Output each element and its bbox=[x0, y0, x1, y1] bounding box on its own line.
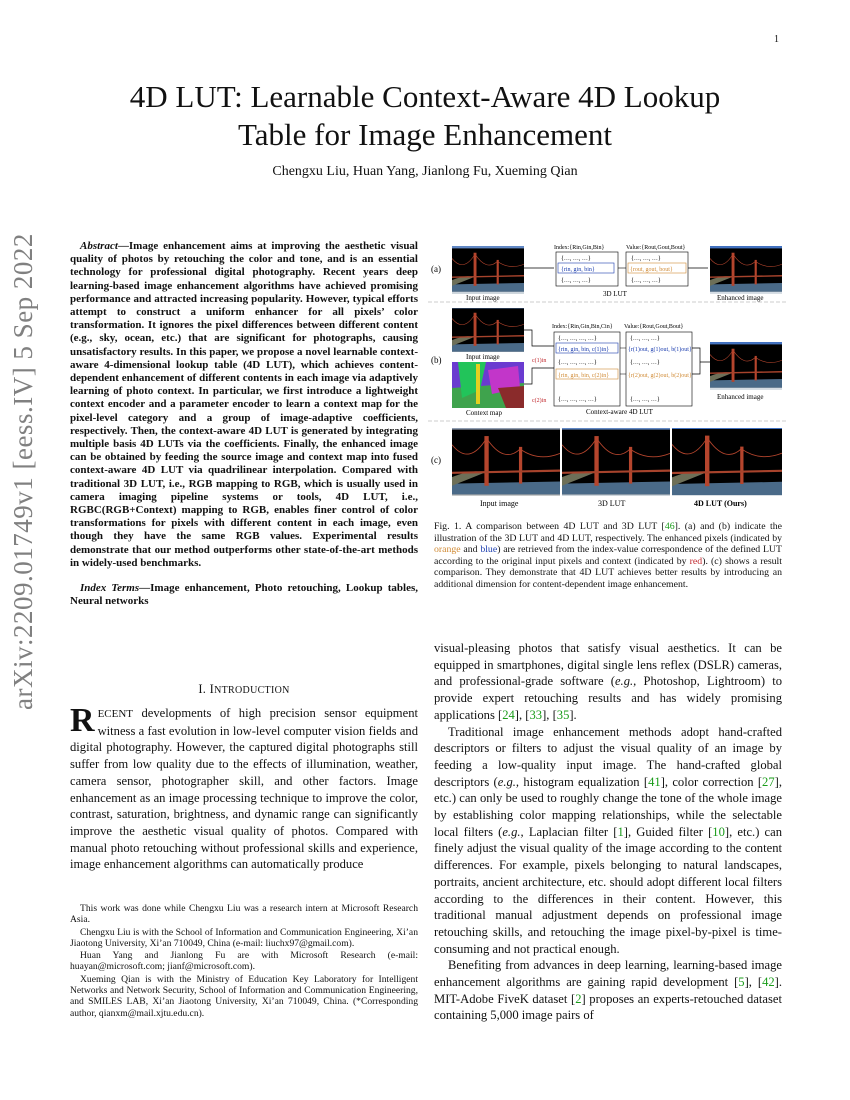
lut4d-value-table bbox=[626, 332, 692, 406]
result-4dlut-photo bbox=[672, 429, 782, 495]
authors: Chengxu Liu, Huan Yang, Jianlong Fu, Xueming Qian bbox=[272, 164, 578, 179]
result-input-caption: Input image bbox=[480, 499, 519, 508]
lut4d-row: {…, …, …, …} bbox=[558, 336, 597, 342]
section-number: I. bbox=[198, 682, 207, 696]
footnote: Chengxu Liu is with the School of Information and Communication Engineering, Xi’an Jiaotong University, Xi’an 710049, China (e-mail: liuchx97@gmail.com). bbox=[70, 926, 418, 949]
arrow-b-mid bbox=[620, 348, 626, 374]
result-4dlut-caption: 4D LUT (Ours) bbox=[694, 499, 747, 508]
lut-row-highlight: {rin, gin, bin} bbox=[561, 267, 595, 273]
drop-cap: R bbox=[70, 702, 95, 739]
lut-row: {…, …, …} bbox=[561, 256, 591, 262]
index-header-a: Index:{Rin,Gin,Bin} bbox=[554, 245, 605, 251]
caption-text: A comparison between 4D LUT and 3D LUT [ bbox=[465, 521, 665, 532]
lut4d-value-row: {…, …, …} bbox=[630, 360, 660, 366]
lut4d-row-1: {rin, gin, bin, c(1)in} bbox=[558, 347, 610, 353]
figure-label-b: (b) bbox=[431, 355, 442, 365]
footnote: Xueming Qian is with the Ministry of Education Key Laboratory for Intelligent Networks and Network Security, School of Information and Communication Engineering, and SMILES LAB, Xi’an Jiaotong University, Xi’an 710049, China. (*Corresponding author, qianxm@mail.xjtu.edu.cn). bbox=[70, 973, 418, 1019]
caption-blue: blue bbox=[480, 544, 498, 555]
index-terms-label: Index Terms bbox=[80, 582, 140, 595]
title-line-2: Table for Image Enhancement bbox=[238, 117, 612, 152]
abstract-text: —Image enhancement aims at improving the aesthetic visual quality of photos by retouching the color and tone, and is an essential technology for professional digital photography. Recent years deep learning-based image enhancement algorithms have achieved promising performance and attracted increasing popularity. However, typical efforts attempt to construct a uniform enhancer for all pixels’ color transformation. It ignores the pixel differences between different content (e.g., sky, ocean, etc.) that are significant for photographs, causing unsatisfactory results. In this paper, we propose a novel learnable context-aware 4-dimensional lookup table (4D LUT), which achieves content-dependent enhancement of different contents in each image via adaptively learning of photo context. In particular, we first introduce a lightweight context encoder and a parameter encoder to learn a context map for the pixel-level category and a group of image-adaptive coefficients, respectively. Then, the context-aware 4D LUT is generated by integrating multiple basis 4D LUTs via the coefficients. Finally, the enhanced image can be obtained by feeding the source image and context map into fused context-aware 4D LUT via quadrilinear interpolation. Compared with traditional 3D LUT, i.e., RGB mapping to RGB, which is usually used in camera imaging pipeline systems or tools, 4D LUT, i.e., RGBC(RGB+Context) mapping to RGB, enables finer control of color transformations for pixels with different content in each image, even though they have the same RGB values. Experimental results demonstrate that our method outperforms other state-of-the-art methods in widely-used benchmarks. bbox=[70, 240, 418, 569]
context-label-2: c(2)in bbox=[532, 398, 547, 404]
input-image-caption-b: Input image bbox=[466, 353, 500, 361]
right-column-body bbox=[434, 640, 782, 1024]
context-label-1: c(1)in bbox=[532, 358, 547, 364]
lut3d-caption: 3D LUT bbox=[603, 290, 627, 298]
figure-label-c: (c) bbox=[431, 455, 441, 465]
caption-text: ) are retrieved from the index-value correspondence of the defined LUT according to the original input pixels and context (indicated by bbox=[434, 544, 782, 567]
section-title-rest: NTRODUCTION bbox=[214, 685, 290, 696]
intro-text: developments of high precision sensor equipment witness a fast evolution in low-level computer vision fields and digital photography. However, the captured digital photographs still suffer from low quality due to the effects of illumination, weather, camera sensor, photographer skill, and other factors. Image enhancement as an image processing technique to improve the color, contrast, saturation, brightness, and dynamic range can significantly improve the aesthetic visual quality of photos. Compared with manual photo retouching without professional skills and experience, image enhancement algorithms can automatically produce bbox=[70, 706, 418, 872]
context-map-caption: Context map bbox=[466, 409, 502, 417]
abstract-label: Abstract bbox=[80, 240, 118, 252]
footnote: Huan Yang and Jianlong Fu are with Microsoft Research (e-mail: huayan@microsoft.com; jianf@microsoft.com). bbox=[70, 950, 418, 973]
lut-value-row: {…, …, …} bbox=[631, 256, 661, 262]
enhanced-image-b-photo bbox=[710, 344, 782, 387]
paragraph: Benefiting from advances in deep learning, learning-based image enhancement algorithms are gaining rapid development [5], [42]. MIT-Adobe FiveK dataset [2] proposes an experts-retouched dataset containing 5,000 image pairs of bbox=[434, 958, 782, 1023]
lut4d-row-2: {rin, gin, bin, c(2)in} bbox=[558, 373, 610, 379]
lut-row: {…, …, …} bbox=[561, 278, 591, 284]
result-3dlut-photo bbox=[562, 430, 670, 495]
paragraph: visual-pleasing photos that satisfy visual aesthetics. It can be equipped in smartphones, digital single lens reflex (DSLR) cameras, and professional-grade software (e.g., Photoshop, Lightroom) to provide expert retouching results and has widely promising applications [24], [33], [35]. bbox=[434, 641, 782, 722]
lut4d-row: {…, …, …, …} bbox=[558, 360, 597, 366]
lut4d-value-row: {…, …, …} bbox=[630, 397, 660, 403]
context-map-image bbox=[452, 362, 524, 408]
enhanced-image-a-photo bbox=[710, 248, 782, 291]
result-3dlut-caption: 3D LUT bbox=[598, 499, 626, 508]
arxiv-identifier[interactable]: arXiv:2209.01749v1 [eess.IV] 5 Sep 2022 bbox=[8, 233, 38, 710]
lut4d-row: {…, …, …, …} bbox=[558, 397, 597, 403]
arrow-b-in bbox=[524, 330, 554, 346]
title-line-1: 4D LUT: Learnable Context-Aware 4D Lookup bbox=[129, 79, 721, 114]
caption-orange: orange bbox=[434, 544, 461, 555]
input-image-a-photo bbox=[452, 248, 524, 291]
figure-label-a: (a) bbox=[431, 264, 441, 274]
value-header-a: Value:{Rout,Gout,Bout} bbox=[626, 245, 686, 251]
input-image-b-photo bbox=[452, 308, 524, 351]
index-terms-text: —Image enhancement, Photo retouching, Lookup tables, Neural networks bbox=[70, 582, 418, 608]
context-lut-caption: Context-aware 4D LUT bbox=[586, 408, 653, 416]
index-terms bbox=[70, 582, 418, 608]
caption-prefix: Fig. 1. bbox=[434, 521, 462, 532]
citation-link[interactable]: 41 bbox=[648, 774, 661, 789]
lut-value-row-highlight: {rout, gout, bout} bbox=[630, 267, 673, 273]
intro-paragraph bbox=[70, 702, 418, 873]
citation-link[interactable]: 10 bbox=[712, 824, 725, 839]
citation-link[interactable]: 24 bbox=[502, 707, 515, 722]
enhanced-image-caption-a: Enhanced image bbox=[717, 294, 764, 302]
footnotes bbox=[70, 903, 418, 1020]
figure-1 bbox=[428, 238, 786, 513]
index-header-b: Index:{Rin,Gin,Bin,Cin} bbox=[552, 324, 613, 330]
arrow-b-ctx bbox=[524, 368, 554, 384]
citation-link[interactable]: 42 bbox=[762, 975, 775, 990]
footnote: This work was done while Chengxu Liu was a research intern at Microsoft Research Asia. bbox=[70, 903, 418, 926]
citation-link[interactable]: 46 bbox=[664, 521, 675, 532]
paragraph: Traditional image enhancement methods adopt hand-crafted descriptors or filters to adjust the visual quality of an image by feeding a low-quality input image. The hand-crafted global descriptors (e.g., histogram equalization [41], color correction [27], etc.) can only be used to roughly change the tone of the whole image by establishing color mapping relationships, while the selectable local filters (e.g., Laplacian filter [1], Guided filter [10], etc.) can finely adjust the visual quality of the image according to the content differences. For example, pixels belonging to natural landscapes, portraits, ancient architecture, etc. should adopt different local filters according to the differences in their content. However, this traditional manual adjustment depends on professional image retouching skills, and retouching the image pixel-by-pixel is time-consuming and not practical enough. bbox=[434, 724, 783, 956]
citation-link[interactable]: 5 bbox=[738, 975, 745, 990]
lut4d-value-1: {r(1)out, g(1)out, b(1)out} bbox=[628, 347, 692, 353]
section-title-first: I bbox=[209, 682, 215, 696]
result-input-photo bbox=[452, 430, 560, 495]
page-number: 1 bbox=[774, 34, 779, 45]
citation-link[interactable]: 35 bbox=[556, 707, 570, 722]
caption-text: ). (c) shows a result comparison. They demonstrate that 4D LUT achieves better results by introducing an additional dimension for content-dependent image enhancement. bbox=[434, 555, 782, 590]
lut4d-value-2: {r(2)out, g(2)out, b(2)out} bbox=[628, 373, 692, 379]
paper-title bbox=[60, 78, 790, 154]
section-heading bbox=[70, 682, 418, 697]
citation-link[interactable]: 2 bbox=[575, 991, 582, 1006]
figure-caption bbox=[434, 521, 782, 590]
enhanced-image-caption-b: Enhanced image bbox=[717, 393, 764, 401]
citation-link[interactable]: 27 bbox=[762, 774, 775, 789]
citation-link[interactable]: 1 bbox=[617, 824, 624, 839]
input-image-caption-a: Input image bbox=[466, 294, 500, 302]
abstract bbox=[70, 240, 418, 570]
caption-red: red bbox=[689, 555, 703, 567]
arrow-b-out bbox=[692, 348, 710, 374]
caption-text: and bbox=[460, 544, 481, 555]
citation-link[interactable]: 33 bbox=[529, 707, 543, 722]
left-column-top bbox=[70, 240, 418, 608]
lut4d-value-row: {…, …, …} bbox=[630, 336, 660, 342]
caption-text: ]. (a) and (b) indicate the illustration of the 3D LUT and 4D LUT, respectively. The enhanced pixels (indicated by bbox=[434, 521, 782, 544]
value-header-b: Value:{Rout,Gout,Bout} bbox=[624, 324, 684, 330]
lut-value-row: {…, …, …} bbox=[631, 278, 661, 284]
intro-caps: ECENT bbox=[97, 708, 134, 720]
